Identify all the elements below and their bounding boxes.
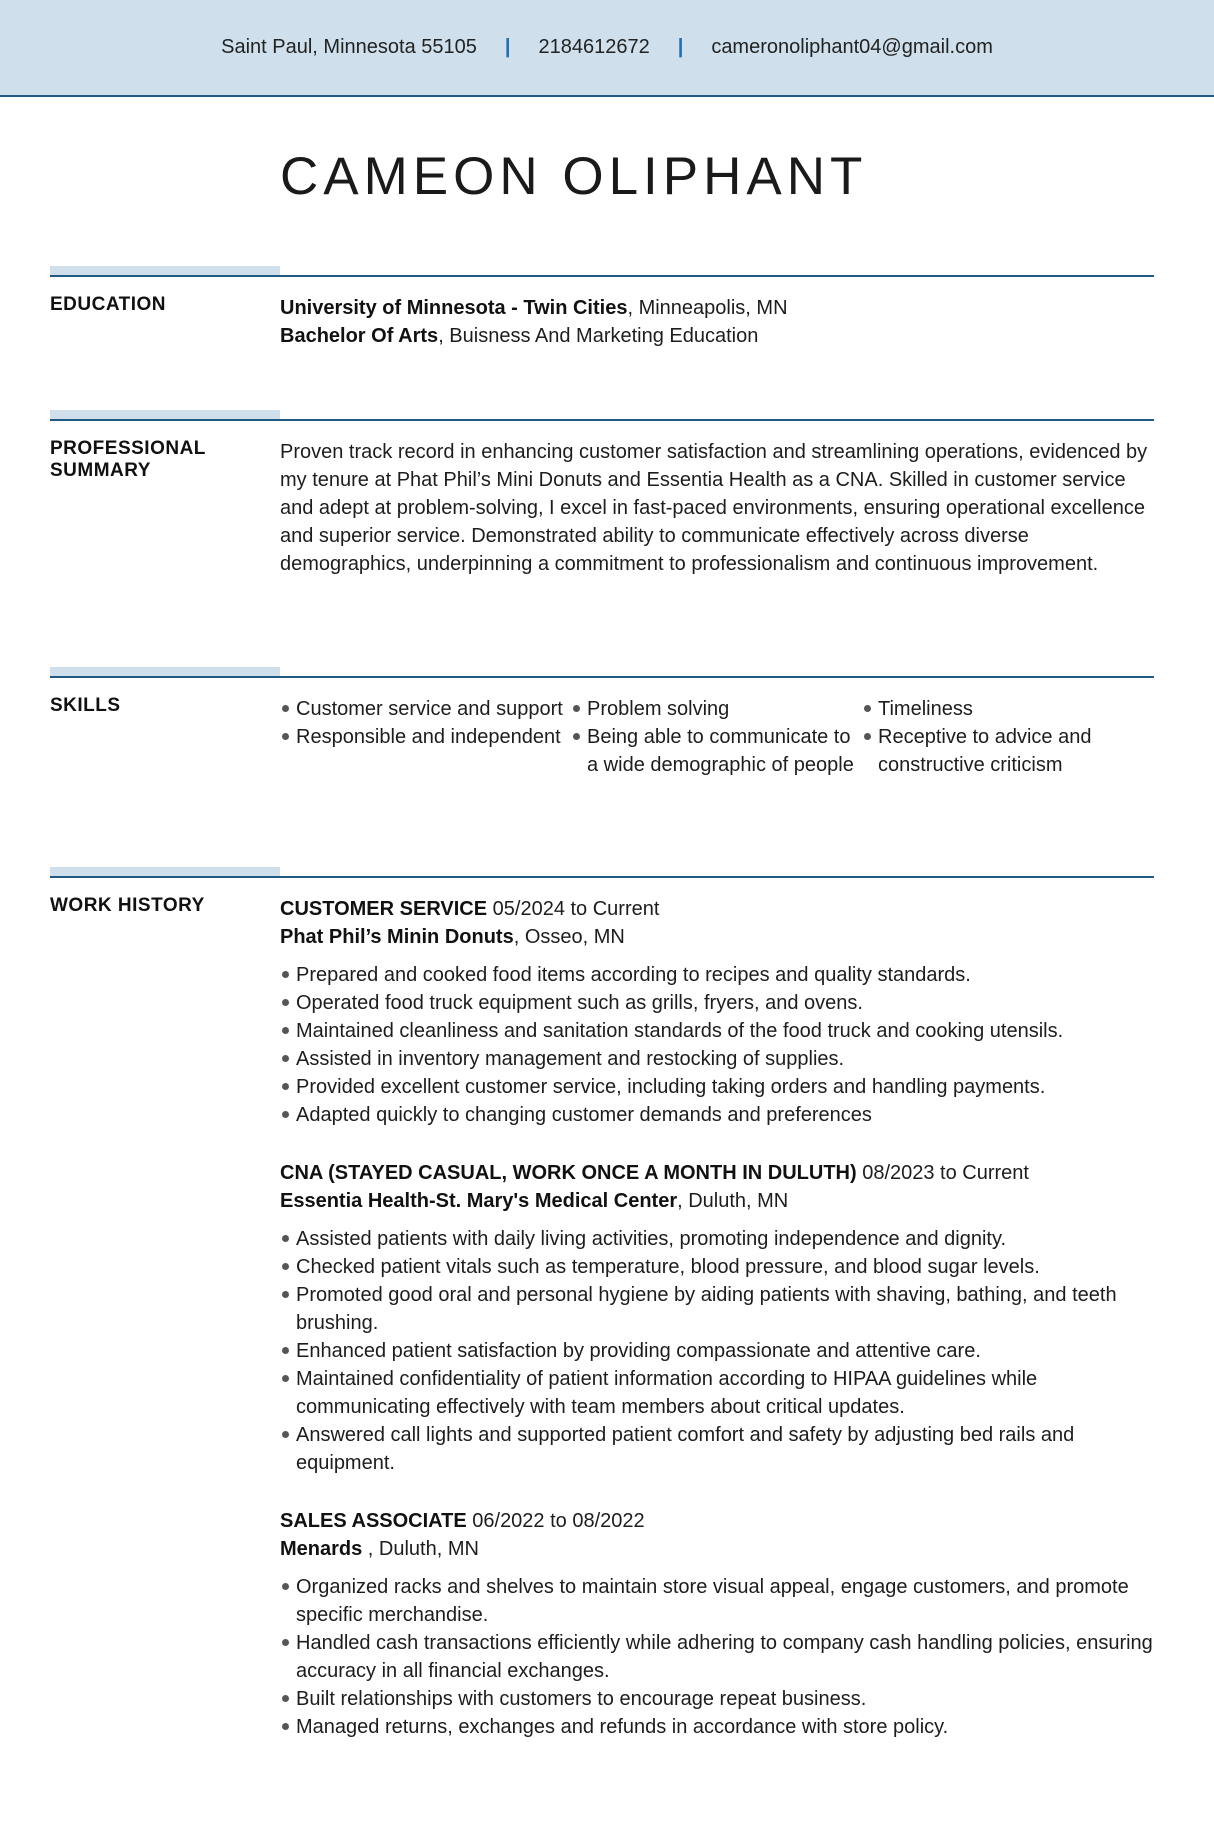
section-divider <box>50 275 1154 277</box>
skill-item: Receptive to advice and constructive criticism <box>862 723 1153 779</box>
skill-item: Customer service and support <box>280 695 571 723</box>
job-title: SALES ASSOCIATE <box>280 1510 467 1532</box>
job-duties <box>280 961 1154 1129</box>
summary-section <box>50 410 1154 610</box>
section-divider <box>50 676 1154 678</box>
job-location: , Duluth, MN <box>362 1538 479 1560</box>
skill-item: Problem solving <box>571 695 862 723</box>
job-location: , Osseo, MN <box>513 926 625 948</box>
school-name: University of Minnesota - Twin Cities <box>280 297 628 319</box>
job-employer: Menards <box>280 1538 363 1560</box>
job-employer: Essentia Health-St. Mary's Medical Center <box>280 1190 678 1212</box>
contact-separator: | <box>504 36 511 58</box>
contact-phone: 2184612672 <box>538 36 650 58</box>
job-title-line <box>280 1159 1154 1187</box>
education-content <box>280 294 1154 350</box>
work-history-content <box>280 895 1154 1771</box>
job-duty: Maintained cleanliness and sanitation standards of the food truck and cooking utensils. <box>280 1017 1154 1045</box>
job-duty: Adapted quickly to changing customer demands and preferences <box>280 1101 1154 1129</box>
skills-column <box>571 695 862 779</box>
job-employer-line <box>280 923 1154 951</box>
job-employer: Phat Phil’s Minin Donuts <box>280 926 514 948</box>
degree-field: , Buisness And Marketing Education <box>438 325 759 347</box>
job-duty: Assisted patients with daily living activities, promoting independence and dignity. <box>280 1225 1154 1253</box>
job-duty: Checked patient vitals such as temperature, blood pressure, and blood sugar levels. <box>280 1253 1154 1281</box>
job-title: CUSTOMER SERVICE <box>280 898 488 920</box>
work-history-section <box>50 867 1154 1767</box>
section-accent <box>50 410 280 419</box>
job-duty: Enhanced patient satisfaction by providing compassionate and attentive care. <box>280 1337 1154 1365</box>
contact-separator: | <box>677 36 684 58</box>
job-duty: Operated food truck equipment such as grills, fryers, and ovens. <box>280 989 1154 1017</box>
work-history-heading: WORK HISTORY <box>50 895 205 916</box>
job-duties <box>280 1225 1154 1477</box>
skills-column <box>280 695 571 779</box>
summary-heading: PROFESSIONAL SUMMARY <box>50 438 206 481</box>
section-divider <box>50 876 1154 878</box>
school-location: , Minneapolis, MN <box>627 297 788 319</box>
contact-address: Saint Paul, Minnesota 55105 <box>221 36 477 58</box>
job-duty: Assisted in inventory management and restocking of supplies. <box>280 1045 1154 1073</box>
job-entry <box>280 1507 1154 1741</box>
degree-name: Bachelor Of Arts <box>280 325 439 347</box>
summary-text: Proven track record in enhancing customer satisfaction and streamlining operations, evidenced by my tenure at Phat Phil’s Mini Donuts and Essentia Health as a CNA. Skilled in customer service and adept at problem-solving, I excel in fast-paced environments, ensuring operational excellence and superior service. Demonstrated ability to communicate effectively across diverse demographics, underpinning a commitment to professionalism and continuous improvement. <box>280 441 1148 575</box>
job-duty: Maintained confidentiality of patient information according to HIPAA guidelines while communicating effectively with team members about critical updates. <box>280 1365 1154 1421</box>
job-title: CNA (STAYED CASUAL, WORK ONCE A MONTH IN DULUTH) <box>280 1162 857 1184</box>
job-duty: Prepared and cooked food items according to recipes and quality standards. <box>280 961 1154 989</box>
job-duty: Built relationships with customers to encourage repeat business. <box>280 1685 1154 1713</box>
education-degree-line <box>280 322 1154 350</box>
job-dates: 08/2023 to Current <box>856 1162 1029 1184</box>
candidate-name: CAMEON OLIPHANT <box>280 147 868 206</box>
skills-heading: SKILLS <box>50 695 121 716</box>
job-title-line <box>280 895 1154 923</box>
job-duty: Organized racks and shelves to maintain store visual appeal, engage customers, and promote specific merchandise. <box>280 1573 1154 1629</box>
job-duty: Managed returns, exchanges and refunds in accordance with store policy. <box>280 1713 1154 1741</box>
skills-column <box>862 695 1153 779</box>
job-employer-line <box>280 1535 1154 1563</box>
section-divider <box>50 419 1154 421</box>
job-duty: Handled cash transactions efficiently while adhering to company cash handling policies, ensuring accuracy in all financial exchanges. <box>280 1629 1154 1685</box>
section-accent <box>50 667 280 676</box>
skills-section <box>50 667 1154 817</box>
job-dates: 05/2024 to Current <box>487 898 660 920</box>
job-entry <box>280 895 1154 1129</box>
job-duty: Promoted good oral and personal hygiene by aiding patients with shaving, bathing, and teeth brushing. <box>280 1281 1154 1337</box>
contact-bar <box>0 0 1214 97</box>
skill-item: Timeliness <box>862 695 1153 723</box>
skill-item: Being able to communicate to a wide demographic of people <box>571 723 862 779</box>
education-school-line <box>280 294 1154 322</box>
job-duty: Provided excellent customer service, including taking orders and handling payments. <box>280 1073 1154 1101</box>
contact-email: cameronoliphant04@gmail.com <box>711 36 993 58</box>
job-duties <box>280 1573 1154 1741</box>
job-title-line <box>280 1507 1154 1535</box>
job-entry <box>280 1159 1154 1477</box>
education-heading: EDUCATION <box>50 294 167 315</box>
job-dates: 06/2022 to 08/2022 <box>466 1510 645 1532</box>
skill-item: Responsible and independent <box>280 723 571 751</box>
job-employer-line <box>280 1187 1154 1215</box>
section-accent <box>50 266 280 275</box>
job-duty: Answered call lights and supported patient comfort and safety by adjusting bed rails and equipment. <box>280 1421 1154 1477</box>
job-location: , Duluth, MN <box>677 1190 789 1212</box>
skills-list <box>280 695 1154 779</box>
education-section <box>50 266 1154 366</box>
section-accent <box>50 867 280 876</box>
